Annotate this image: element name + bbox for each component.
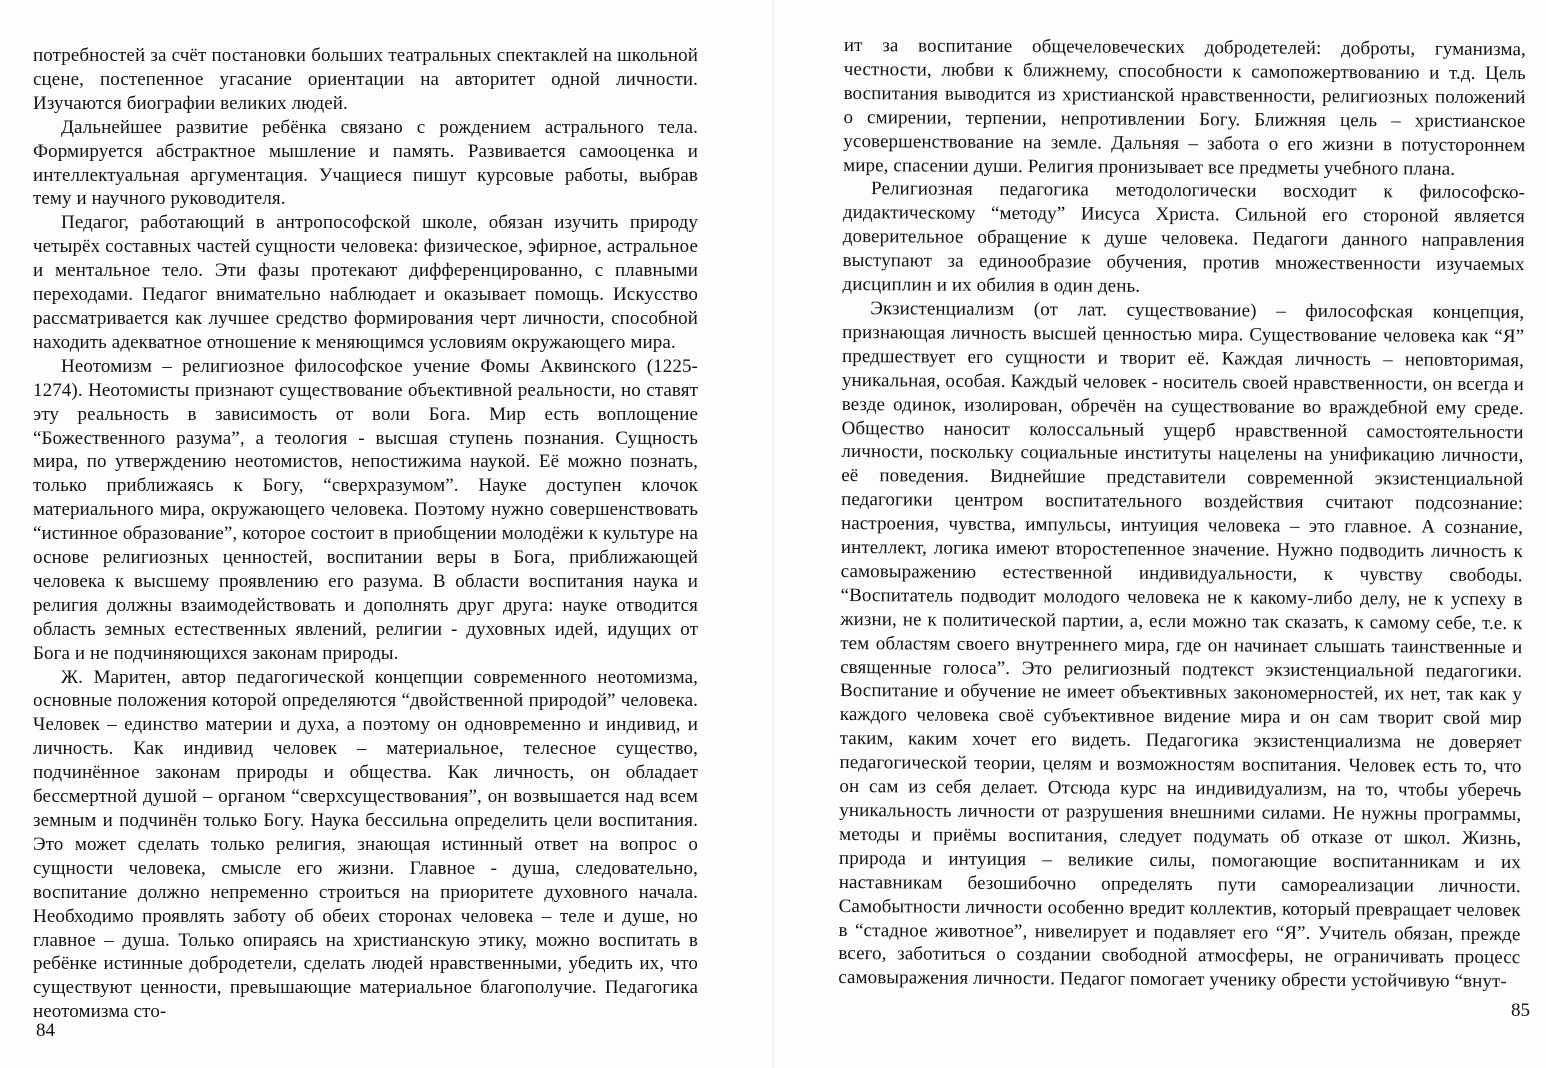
paragraph: Педагог, работающий в антропософской школе, обязан изучить природу четырёх составных частей сущности человека: физическое, эфирное, астральное и ментальное тело. Эти фазы протекают дифференцированно, с плавными переходами. Педагог внимательно наблюдает и оказывает помощь. Искусство рассматривается как лучшее средство формирования черт личности, способной находить адекватное отношение к меняющимся условиям окружающего мира. <box>33 212 698 353</box>
paragraph: Дальнейшее развитие ребёнка связано с рождением астрального тела. Формируется абстрактное мышление и память. Развивается самооценка и интеллектуальная аргументация. Учащиеся пишут курсовые работы, выбрав тему и научного руководителя. <box>33 116 698 210</box>
right-page <box>773 0 1546 1068</box>
paragraph: Неотомизм – религиозное философское учение Фомы Аквинского (1225-1274). Неотомисты признают существование объективной реальности, но ставят эту реальность в зависимость от воли Бога. Мир есть воплощение “Божественного разума”, а теология - высшая ступень познания. Сущность мира, по утверждению неотомистов, непостижима наукой. Её можно познать, только приближаясь к Богу, “сверхразумом”. Науке доступен клочок материального мира, окружающего человека. Поэтому нужно совершенствовать “истинное образование”, которое состоит в приобщении молодёжи к культуре на основе религиозных ценностей, воспитании веры в Бога, приближающей человека к высшему проявлению его разума. В области воспитания наука и религия должны взаимодействовать и дополнять друг друга: науке отводится область земных естественных явлений, религии - духовных идей, идущих от Бога и не подчиняющихся законам природы. <box>33 355 698 664</box>
paragraph: ит за воспитание общечеловеческих добродетелей: доброты, гуманизма, честности, любви к ближнему, способности к самопожертвованию и т.д. Цель воспитания выводится из христианской нравственности, религиозных положений о смирении, терпении, непротивлении Богу. Ближняя цель – христианское усовершенствование на земле. Дальняя – забота о его жизни в потустороннем мире, спасении души. Религия пронизывает все предметы учебного плана. <box>843 34 1526 180</box>
page-number: 84 <box>36 1020 55 1041</box>
paragraph: Религиозная педагогика методологически восходит к философско-дидактическому “методу” Иисуса Христа. Сильной его стороной является доверительное обращение к душе человека. Педагоги данного направления выступают за единообразие обучения, против множественности изучаемых дисциплин и их обилия в один день. <box>842 178 1526 297</box>
paragraph: Экзистенциализм (от лат. существование) – философская концепция, признающая личность высшей ценностью мира. Существование человека как “Я” предшествует его сущности и творит её. Каждая личность – неповторимая, уникальная, особая. Каждый человек - носитель своей нравственности, он всегда и везде одинок, изолирован, обречён на существование во враждебной ему среде. Общество наносит колоссальный ущерб нравственной самостоятельности личности, поскольку социальные институты нацелены на унификацию личности, её поведения. Виднейшие представители современной экзистенциальной педагогики центром воспитательного воздействия считают подсознание: настроения, чувства, импульсы, интуиция человека – это главное. А сознание, интеллект, логика имеют второстепенное значение. Нужно подводить личность к самовыражению естественной индивидуальности, к чувству свободы. “Воспитатель подводит молодого человека не к какому-либо делу, не к успеху в жизни, не к политической партии, а, если можно так сказать, к самому себе, т.е. к тем областям своего внутреннего мира, где он начинает слышать таинственные и священные голоса”. Это религиозный подтекст экзистенциальной педагогики. Воспитание и обучение не имеет объективных закономерностей, их нет, так как у каждого человека своё субъективное видение мира и он сам творит свой мир таким, каким хочет его видеть. Педагогика экзистенциализма не доверяет педагогической теории, целям и возможностям воспитания. Человек есть то, что он сам из себя делает. Отсюда курс на индивидуализм, на то, чтобы уберечь уникальность личности от разрушения внешними силами. Не нужны программы, методы и приёмы воспитания, следует подумать об отказе от школ. Жизнь, природа и интуиция – великие силы, помогающие воспитанникам и их наставникам безошибочно определять пути самореализации личности. Самобытности личности особенно вредит коллектив, который превращает человек в “стадное животное”, нивелирует и подавляет его “Я”. Учитель обязан, прежде всего, заботиться о создании свободной атмосферы, не ограничивать процесс самовыражения личности. Педагог помогает ученику обрести устойчивую “внут- <box>838 298 1525 993</box>
paragraph: потребностей за счёт постановки больших театральных спектаклей на школьной сцене, постепенное угасание ориентации на авторитет одной личности. Изучаются биографии великих людей. <box>33 45 698 114</box>
right-page-text <box>838 34 1526 994</box>
left-page-text <box>33 44 698 1024</box>
page-number: 85 <box>1511 1000 1530 1021</box>
paragraph: Ж. Маритен, автор педагогической концепции современного неотомизма, основные положения которой определяются “двойственной природой” человека. Человек – единство материи и духа, а поэтому он одновременно и индивид, и личность. Как индивид человек – материальное, телесное существо, подчинённое законам природы и общества. Как личность, он обладает бессмертной душой – органом “сверхсуществования”, он возвышается над всем земным и подчинён только Богу. Наука бессильна определить цели воспитания. Это может сделать только религия, знающая истинный ответ на вопрос о сущности человека, смысле его жизни. Главное - душа, следовательно, воспитание должно непременно строиться на приоритете духовного начала. Необходимо проявлять заботу об обеих сторонах человека – теле и душе, но главное – душа. Только опираясь на христианскую этику, можно воспитать в ребёнке истинные добродетели, сделать людей нравственными, убедить их, что существуют ценности, превышающие материальное благополучие. Педагогика неотомизма сто- <box>33 666 698 1023</box>
